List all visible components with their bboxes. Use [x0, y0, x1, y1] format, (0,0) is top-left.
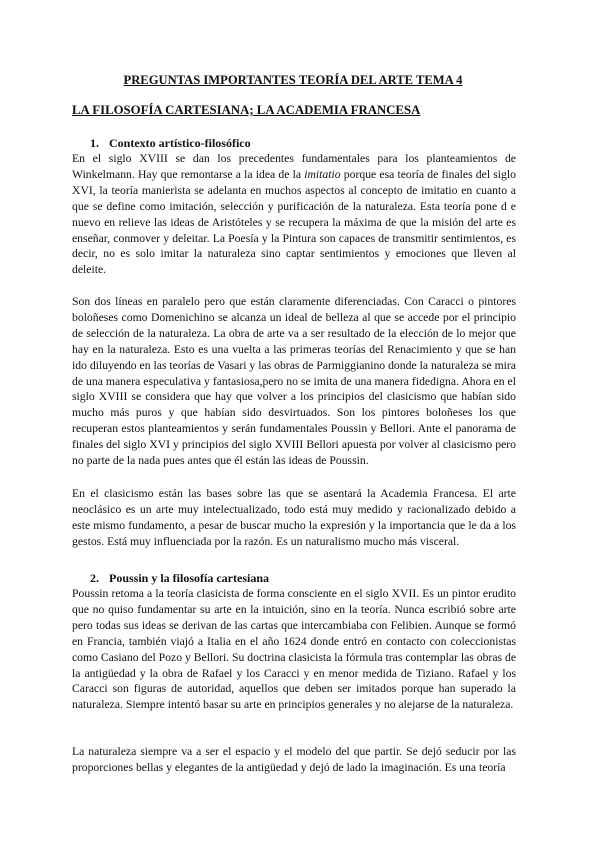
paragraph: En el clasicismo están las bases sobre las que se asentará la Academia Francesa. El arte neoclásico es un arte muy intelectualizado, todo está muy medido y racionalizado debido a este mismo fundamento, a pesar de buscar mucho la expresión y la importancia que le da a los gestos. Está muy influenciada por la razón. Es un naturalismo mucho más visceral.	[72, 487, 516, 548]
section-heading	[90, 571, 269, 586]
paragraph-text: porque esa teoría de finales del siglo XVI, la teoría manierista se adelanta en muchos aspectos al concepto de imitatio en cuanto a que se define como imitación, selección y purificación de la naturaleza. Esta teoría pone d e nuevo en relieve las ideas de Aristóteles y se recupera la máxima de que la misión del arte es enseñar, conmover y deleitar. La Poesía y la Pintura son capaces de transmitir sentimientos, es decir, no es solo imitar la naturaleza sino captar sentimientos y emociones que lleven al deleite.	[72, 167, 516, 277]
document-subtitle: LA FILOSOFÍA CARTESIANA; LA ACADEMIA FRANCESA	[72, 103, 421, 117]
section-number: 2.	[90, 571, 99, 585]
paragraph: La naturaleza siempre va a ser el espacio y el modelo del que partir. Se dejó seducir por las proporciones bellas y elegantes de la antigüedad y dejó de lado la imaginación. Es una teoría	[72, 745, 516, 774]
paragraph: Son dos líneas en paralelo pero que están claramente diferenciadas. Con Caracci o pintores boloñeses como Domenichino se alcanza un ideal de belleza al que se accede por el principio de selección de la naturaleza. La obra de arte va a ser resultado de la elección de lo mejor que hay en la naturaleza. Esto es una vuelta a las primeras teorías del Renacimiento y que se han ido diluyendo en las teorías de Vasari y las obras de Parmiggianino donde la naturaleza se mira de una manera especulativa y fantasiosa,pero no se imita de una manera fidedigna. Ahora en el siglo XVIII se considera que hay que volver a los principios del clasicismo que habían sido mucho más puros y que habían sido desvirtuados. Son los pintores boloñeses los que recuperan estos planteamientos y serán fundamentales Poussin y Bellori. Ante el panorama de finales del siglo XVI y principios del siglo XVIII Bellori apuesta por volver al clasicismo pero no parte de la nada pues antes que él están las ideas de Poussin.	[72, 295, 516, 468]
paragraph: Poussin retoma a la teoría clasicista de forma consciente en el siglo XVII. Es un pintor erudito que no quiso fundamentar su arte en la intuición, sino en la teoría. Nunca escribió sobre arte pero todas sus ideas se derivan de las cartas que intercambiaba con Felibien. Aunque se formó en Francia, también viajó a Italia en el año 1624 donde entró en contacto con coleccionistas como Casiano del Pozo y Bellori. Su doctrina clasicista la fórmula tras contemplar las obras de la antigüedad y la obra de Rafael y los Caracci y en menor medida de Tiziano. Rafael y los Caracci son figuras de autoridad, aquellos que deben ser imitados porque han superado la naturaleza. Siempre intentó basar su arte en principios generales y no alejarse de la naturaleza.	[72, 587, 517, 712]
section-number: 1.	[90, 136, 99, 150]
paragraph	[72, 151, 516, 278]
italic-term: imitatio	[304, 167, 341, 181]
section-title: Poussin y la filosofía cartesiana	[109, 571, 270, 585]
section-heading	[90, 136, 251, 151]
section-title: Contexto artístico-filosófico	[109, 136, 251, 150]
paragraph-text: En el siglo XVIII se dan los precedentes fundamentales para los planteamientos de Winkelmann. Hay que remontarse a la idea de la	[72, 152, 516, 181]
document-title: PREGUNTAS IMPORTANTES TEORÍA DEL ARTE TEMA 4	[123, 73, 463, 87]
